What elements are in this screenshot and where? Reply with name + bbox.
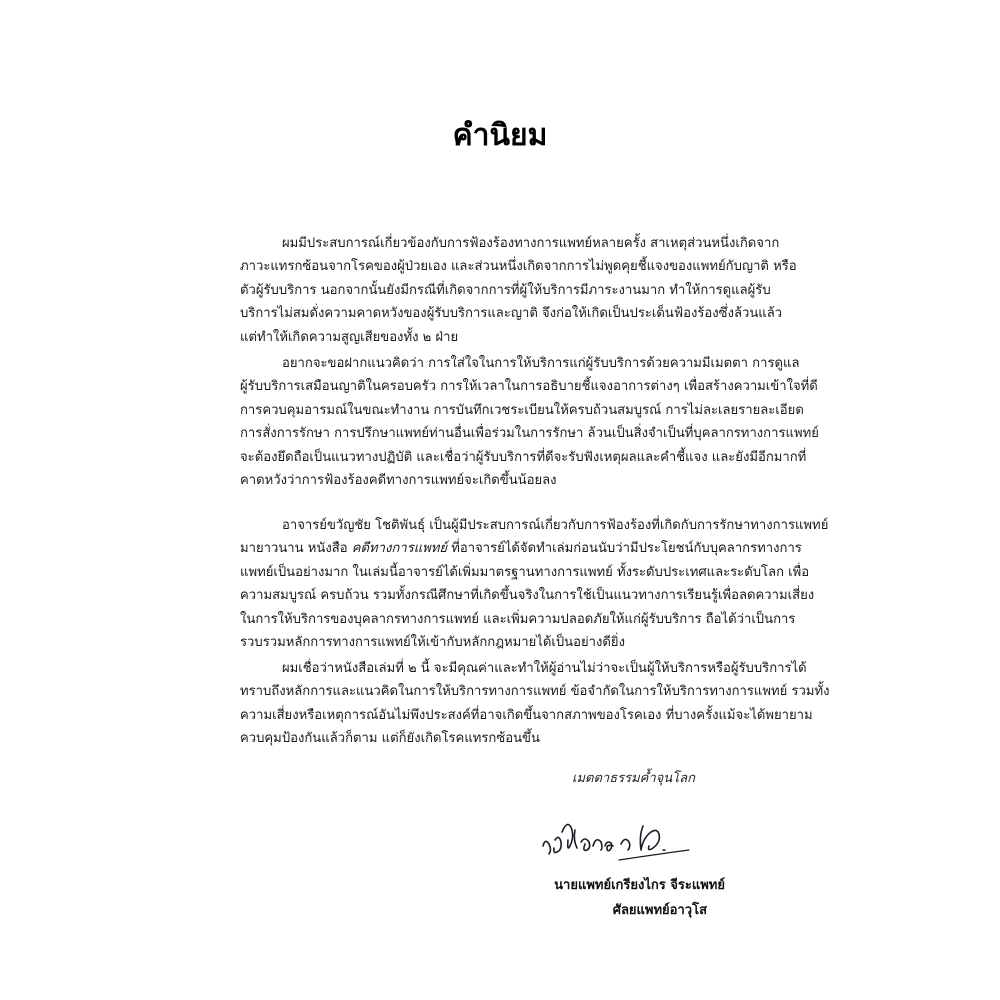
signer-name: นายแพทย์เกรียงไกร จีระแพทย์ [554, 878, 725, 893]
paragraph-line: ทราบถึงหลักการและแนวคิดในการให้บริการทางการแพทย์ ข้อจำกัดในการให้บริการทางการแพทย์ รวมทั้ง [240, 684, 830, 700]
book-title: คดีทางการแพทย์ [351, 541, 448, 557]
closing-motto: เมตตาธรรมค้ำจุนโลก [572, 771, 695, 786]
paragraph-line: ผมเชื่อว่าหนังสือเล่มที่ ๒ นี้ จะมีคุณค่าและทำให้ผู้อ่านไม่ว่าจะเป็นผู้ให้บริการหรือผู้รับบริการได้ [282, 661, 807, 676]
paragraph-line: การควบคุมอารมณ์ในขณะทำงาน การบันทึกเวชระเบียนให้ครบถ้วนสมบูรณ์ การไม่ละเลยรายละเอียด [240, 402, 804, 418]
paragraph-3 [240, 514, 829, 654]
page-title: คำนิยม [452, 118, 548, 153]
paragraph-line: บริการไม่สมดั่งความคาดหวังของผู้รับบริการและญาติ จึงก่อให้เกิดเป็นประเด็นฟ้องร้องซึ่งล้วนแล้ว [240, 306, 783, 322]
paragraph-line: ผู้รับบริการเสมือนญาติในครอบครัว การให้เวลาในการอธิบายชี้แจงอาการต่างๆ เพื่อสร้างความเข้าใจที่ดี [240, 379, 818, 395]
paragraph-line: แต่ทำให้เกิดความสูญเสียของทั้ง ๒ ฝ่าย [240, 329, 459, 345]
paragraph-line: ควบคุมป้องกันแล้วก็ตาม แต่ก็ยังเกิดโรคแทรกซ้อนขึ้น [240, 731, 540, 747]
paragraph-line: จะต้องยึดถือเป็นแนวทางปฏิบัติ และเชื่อว่าผู้รับบริการที่ดีจะรับฟังเหตุผลและคำชี้แจง และยังมีอีกมากที่ [240, 449, 807, 465]
paragraph-line: ความสมบูรณ์ ครบถ้วน รวมทั้งกรณีศึกษาที่เกิดขึ้นจริงในการใช้เป็นแนวทางการเรียนรู้เพื่อลดความเสี่ยง [240, 588, 815, 604]
paragraph-line: ภาวะแทรกซ้อนจากโรคของผู้ป่วยเอง และส่วนหนึ่งเกิดจากการไม่พูดคุยชี้แจงของแพทย์กับญาติ หรือ [240, 259, 797, 275]
paragraph-line: ตัวผู้รับบริการ นอกจากนั้นยังมีกรณีที่เกิดจากการที่ผู้ให้บริการมีภาระงานมาก ทำให้การดูแลผู้รับ [240, 282, 771, 298]
paragraph-line: อาจารย์ขวัญชัย โชติพันธุ์ เป็นผู้มีประสบการณ์เกี่ยวกับการฟ้องร้องที่เกิดกับการรักษาทางการแพทย์ [282, 518, 829, 533]
paragraph-line: รวบรวมหลักการทางการแพทย์ให้เข้ากับหลักกฎหมายได้เป็นอย่างดียิ่ง [240, 634, 625, 650]
paragraph-line: คาดหวังว่าการฟ้องร้องคดีทางการแพทย์จะเกิดขึ้นน้อยลง [240, 472, 557, 488]
paragraph-2 [240, 352, 819, 492]
paragraph-line: มายาวนาน หนังสือ คดีทางการแพทย์ ที่อาจารย์ได้จัดทำเล่มก่อนนับว่ามีประโยชน์กับบุคลากรทางการ [240, 541, 802, 557]
paragraph-line: ในการให้บริการของบุคลากรทางการแพทย์ และเพิ่มความปลอดภัยให้แก่ผู้รับบริการ ถือได้ว่าเป็นการ [240, 611, 796, 627]
signer-title: ศัลยแพทย์อาวุโส [612, 903, 707, 918]
paragraph-line: ผมมีประสบการณ์เกี่ยวข้องกับการฟ้องร้องทางการแพทย์หลายครั้ง สาเหตุส่วนหนึ่งเกิดจาก [282, 236, 780, 251]
paragraph-line: การสั่งการรักษา การปรึกษาแพทย์ท่านอื่นเพื่อร่วมในการรักษา ล้วนเป็นสิ่งจำเป็นที่บุคลากรทางการแพทย์ [240, 426, 819, 442]
paragraph-line: แพทย์เป็นอย่างมาก ในเล่มนี้อาจารย์ได้เพิ่มมาตรฐานทางการแพทย์ ทั้งระดับประเทศและระดับโลก เพื่อ [240, 564, 810, 580]
handwritten-signature [535, 806, 725, 876]
paragraph-line: ความเสี่ยงหรือเหตุการณ์อันไม่พึงประสงค์ที่อาจเกิดขึ้นจากสภาพของโรคเอง ที่บางครั้งแม้จะได้พยายาม [240, 707, 813, 723]
paragraph-1 [240, 232, 797, 349]
paragraph-4 [240, 657, 830, 751]
paragraph-line: อยากจะขอฝากแนวคิดว่า การใส่ใจในการให้บริการแก่ผู้รับบริการด้วยความมีเมตตา การดูแล [282, 356, 800, 371]
